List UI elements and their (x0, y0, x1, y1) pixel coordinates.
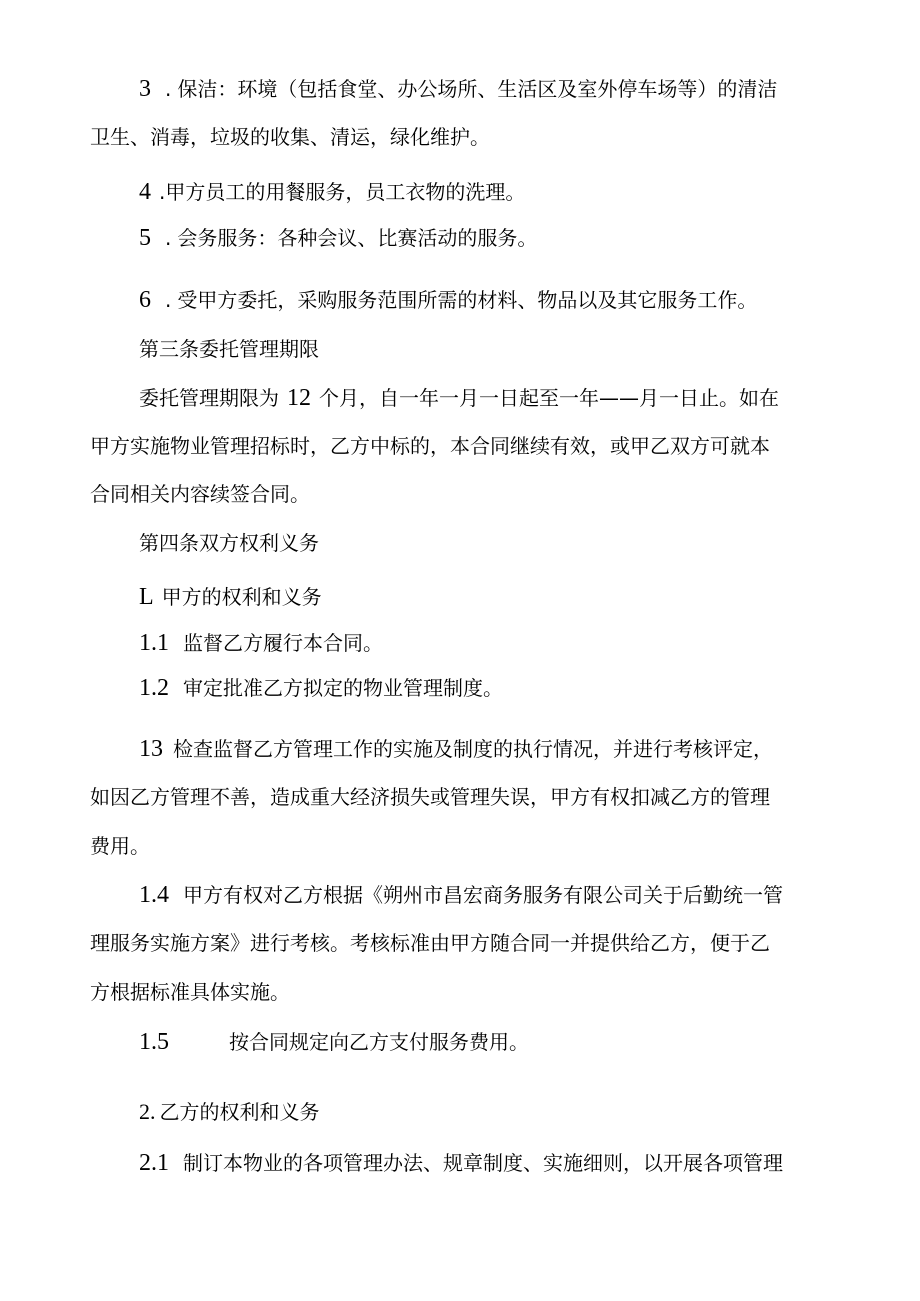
item-1-1-text: 监督乙方履行本合同。 (183, 631, 383, 655)
party-a-marker: L (139, 584, 154, 610)
item-1-5-number: 1.5 (139, 1029, 169, 1055)
item-1-2-number: 1.2 (139, 675, 169, 701)
item-5 (139, 226, 537, 250)
party-a-heading (139, 585, 322, 609)
article-3-heading: 第三条委托管理期限 (139, 337, 319, 361)
item-4-text: .甲方员工的用餐服务，员工衣物的洗理。 (159, 180, 526, 204)
term-text-start: 委托管理期限为 (139, 386, 279, 410)
item-6-number: 6 (139, 287, 151, 313)
item-3-line-2: 卫生、消毒，垃圾的收集、清运，绿化维护。 (90, 125, 490, 149)
item-5-separator: . (165, 226, 172, 250)
item-1-4-line-1 (139, 883, 783, 907)
item-3-separator: . (165, 77, 172, 101)
item-1-3-line-3: 费用。 (90, 834, 150, 858)
term-months-number: 12 (287, 385, 311, 411)
term-text-end: 个月，自一年一月一日起至一年——月一日止。如在 (319, 386, 779, 410)
item-1-1 (139, 631, 383, 655)
item-1-3-number: 13 (139, 736, 163, 762)
item-2-1-number: 2.1 (139, 1150, 169, 1176)
item-5-number: 5 (139, 225, 151, 251)
item-1-3-text: 检查监督乙方管理工作的实施及制度的执行情况，并进行考核评定， (173, 737, 773, 761)
item-1-1-number: 1.1 (139, 630, 169, 656)
item-1-2-text: 审定批准乙方拟定的物业管理制度。 (183, 676, 503, 700)
item-1-4-line-3: 方根据标准具体实施。 (90, 980, 290, 1004)
item-1-3-line-1 (139, 737, 773, 761)
item-3-line-1 (139, 77, 777, 101)
item-1-4-line-2: 理服务实施方案》进行考核。考核标准由甲方随合同一并提供给乙方，便于乙 (90, 931, 770, 955)
item-5-text: 会务服务：各种会议、比赛活动的服务。 (177, 226, 538, 250)
item-6 (139, 288, 757, 312)
item-4 (139, 180, 525, 204)
item-3-number: 3 (139, 76, 151, 102)
item-1-5 (139, 1030, 529, 1054)
item-1-2 (139, 676, 503, 700)
article-3-paragraph-line-2: 甲方实施物业管理招标时，乙方中标的，本合同继续有效，或甲乙双方可就本 (90, 434, 770, 458)
item-1-3-line-2: 如因乙方管理不善，造成重大经济损失或管理失误，甲方有权扣减乙方的管理 (90, 785, 770, 809)
item-2-1 (139, 1151, 783, 1175)
article-3-paragraph-line-1 (139, 386, 779, 410)
item-1-5-text: 按合同规定向乙方支付服务费用。 (229, 1030, 529, 1054)
item-1-4-text: 甲方有权对乙方根据《朔州市昌宏商务服务有限公司关于后勤统一管 (183, 883, 783, 907)
item-4-number: 4 (139, 179, 151, 205)
party-b-marker: 2. (139, 1099, 156, 1124)
item-3-text: 保洁：环境（包括食堂、办公场所、生活区及室外停车场等）的清洁 (177, 77, 778, 101)
article-3-paragraph-line-3: 合同相关内容续签合同。 (90, 482, 310, 506)
item-6-separator: . (165, 288, 172, 312)
item-6-text: 受甲方委托，采购服务范围所需的材料、物品以及其它服务工作。 (177, 288, 758, 312)
party-b-heading (139, 1101, 320, 1123)
party-a-label: 甲方的权利和义务 (161, 585, 322, 609)
item-2-1-text: 制订本物业的各项管理办法、规章制度、实施细则，以开展各项管理 (183, 1151, 783, 1175)
item-1-4-number: 1.4 (139, 882, 169, 908)
article-4-heading: 第四条双方权利义务 (139, 531, 319, 555)
party-b-label: 乙方的权利和义务 (159, 1100, 320, 1124)
